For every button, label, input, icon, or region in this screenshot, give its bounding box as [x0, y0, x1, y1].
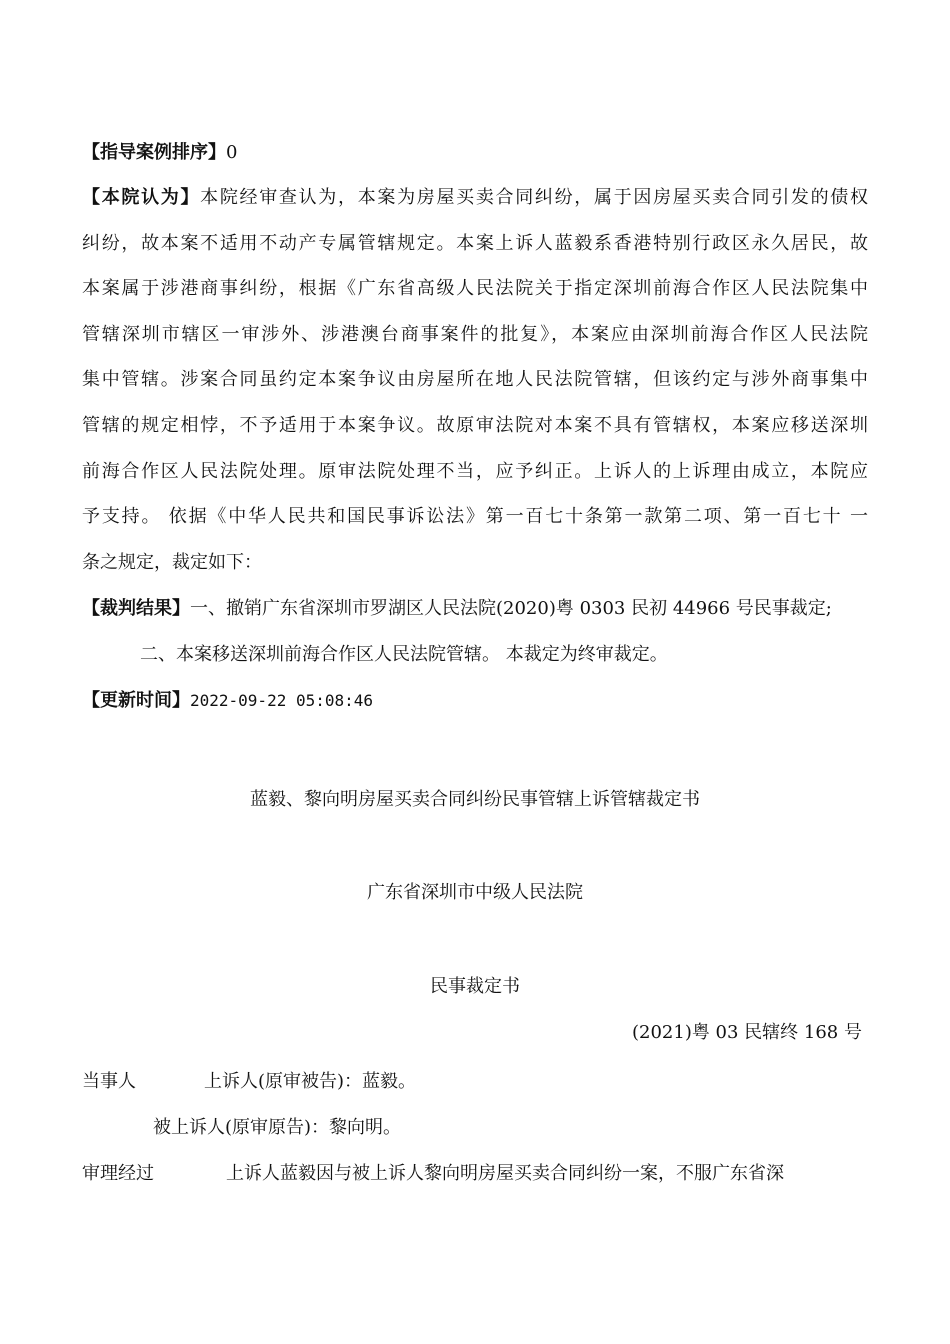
guide-order-line — [82, 140, 868, 166]
court-opinion-line-8: 予支持。 依据《中华人民共和国民事诉讼法》第一百七十条第一款第二项、第一百七十 一 — [82, 506, 868, 527]
judgment-result-label: 【裁判结果】 — [82, 598, 190, 619]
update-time-value: 2022-09-22 05:08:46 — [190, 691, 374, 710]
update-time-line — [82, 688, 868, 714]
update-time-label: 【更新时间】 — [82, 690, 190, 711]
document-title: 蓝毅、黎向明房屋买卖合同纠纷民事管辖上诉管辖裁定书 — [250, 789, 700, 810]
court-opinion-text-1: 本院经审查认为，本案为房屋买卖合同纠纷，属于因房屋买卖合同引发的债权 — [200, 187, 868, 208]
judgment-result-item-1: 一、撤销广东省深圳市罗湖区人民法院(2020)粤 0303 民初 44966 号民事裁定; — [190, 598, 832, 619]
court-opinion-line-2: 纠纷，故本案不适用不动产专属管辖规定。本案上诉人蓝毅系香港特别行政区永久居民，故 — [82, 233, 868, 254]
court-opinion-label: 【本院认为】 — [82, 187, 201, 208]
document-type: 民事裁定书 — [430, 976, 520, 997]
guide-order-value: 0 — [226, 142, 238, 163]
court-opinion-line-9: 条之规定，裁定如下： — [82, 552, 262, 573]
parties-label: 当事人 — [82, 1071, 136, 1092]
court-opinion-line-5: 集中管辖。涉案合同虽约定本案争议由房屋所在地人民法院管辖，但该约定与涉外商事集中 — [82, 369, 868, 390]
appellee: 被上诉人(原审原告)：黎向明。 — [153, 1117, 402, 1138]
trial-process-text: 上诉人蓝毅因与被上诉人黎向明房屋买卖合同纠纷一案，不服广东省深 — [226, 1163, 784, 1184]
court-name: 广东省深圳市中级人民法院 — [367, 882, 583, 903]
court-opinion-line-1 — [82, 185, 868, 211]
court-opinion-line-3: 本案属于涉港商事纠纷，根据《广东省高级人民法院关于指定深圳前海合作区人民法院集中 — [82, 278, 868, 299]
court-opinion-line-6: 管辖的规定相悖，不予适用于本案争议。故原审法院对本案不具有管辖权，本案应移送深圳 — [82, 415, 868, 436]
court-opinion-line-7: 前海合作区人民法院处理。原审法院处理不当，应予纠正。上诉人的上诉理由成立，本院应 — [82, 461, 868, 482]
trial-process-label: 审理经过 — [82, 1163, 154, 1184]
court-opinion-line-4: 管辖深圳市辖区一审涉外、涉港澳台商事案件的批复》，本案应由深圳前海合作区人民法院 — [82, 324, 868, 345]
guide-order-label: 【指导案例排序】 — [82, 142, 226, 163]
judgment-result-line-1 — [82, 596, 868, 622]
case-number: (2021)粤 03 民辖终 168 号 — [631, 1022, 862, 1043]
appellant: 上诉人(原审被告)：蓝毅。 — [204, 1071, 417, 1092]
judgment-result-item-2: 二、本案移送深圳前海合作区人民法院管辖。 本裁定为终审裁定。 — [140, 644, 668, 665]
